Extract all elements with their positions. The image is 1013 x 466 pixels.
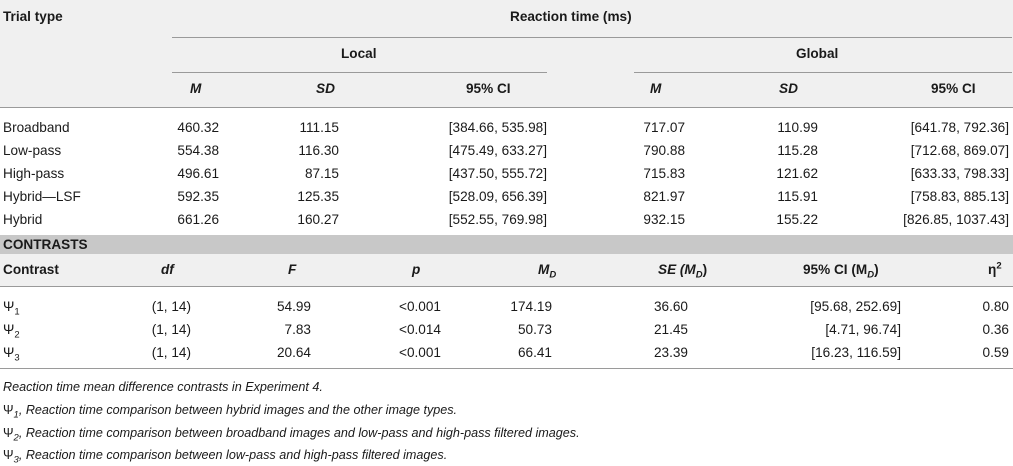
global-ci-cell: [641.78, 792.36] xyxy=(910,120,1009,135)
ci-cell: [4.71, 96.74] xyxy=(825,322,901,337)
contrast-header: Contrast xyxy=(3,262,59,277)
global-sd-cell: 110.99 xyxy=(777,120,818,135)
local-sd-cell: 116.30 xyxy=(298,143,339,158)
df-header: df xyxy=(161,262,174,277)
contrasts-header-rule xyxy=(0,286,1013,287)
local-m-cell: 592.35 xyxy=(177,189,219,204)
md-cell: 50.73 xyxy=(517,322,552,337)
global-m-cell: 717.07 xyxy=(643,120,685,135)
p-cell: <0.001 xyxy=(399,345,441,360)
f-header: F xyxy=(288,262,297,277)
header-bottom-rule xyxy=(0,107,1013,108)
local-ci-cell: [475.49, 633.27] xyxy=(448,143,547,158)
eta-cell: 0.36 xyxy=(982,322,1009,337)
reaction-time-header: Reaction time (ms) xyxy=(510,9,632,24)
trial-type-cell: Low-pass xyxy=(3,143,62,158)
se-cell: 21.45 xyxy=(653,322,688,337)
global-rule xyxy=(634,72,1012,73)
eta-header: $\eta^2$ xyxy=(988,260,1002,277)
md-cell: 174.19 xyxy=(510,299,552,314)
se-header: SE $(M_D)$ xyxy=(658,262,708,281)
p-cell: <0.001 xyxy=(399,299,441,314)
local-ci-cell: [528.09, 656.39] xyxy=(448,189,547,204)
md-header: $M_D$ xyxy=(538,262,557,281)
global-sd-header: SD xyxy=(779,81,798,96)
contrasts-heading: CONTRASTS xyxy=(3,237,88,252)
global-m-cell: 821.97 xyxy=(643,189,685,204)
local-ci-cell: [384.66, 535.98] xyxy=(448,120,547,135)
f-cell: 20.64 xyxy=(276,345,311,360)
local-rule xyxy=(172,72,547,73)
global-ci-cell: [633.33, 798.33] xyxy=(910,166,1009,181)
global-header: Global xyxy=(796,46,839,61)
trial-type-cell: Hybrid—LSF xyxy=(3,189,81,204)
df-cell: (1, 14) xyxy=(151,345,191,360)
local-sd-header: SD xyxy=(316,81,335,96)
global-m-header: M xyxy=(650,81,662,96)
eta-cell: 0.80 xyxy=(982,299,1009,314)
contrasts-band xyxy=(0,235,1013,254)
global-ci-cell: [712.68, 869.07] xyxy=(910,143,1009,158)
local-m-cell: 460.32 xyxy=(177,120,219,135)
table-bottom-rule xyxy=(0,368,1013,369)
footnote-psi3: $\Psi_3$, Reaction time comparison between low-pass and high-pass filtered images. xyxy=(3,448,448,466)
contrast-cell: $\Psi_3$ xyxy=(3,345,20,364)
local-ci-header: 95% CI xyxy=(466,81,511,96)
f-cell: 7.83 xyxy=(284,322,311,337)
eta-cell: 0.59 xyxy=(982,345,1009,360)
global-ci-header: 95% CI xyxy=(931,81,976,96)
p-header: p xyxy=(412,262,421,277)
local-m-header: M xyxy=(190,81,202,96)
ci-md-header: 95% CI $(M_D)$ xyxy=(803,262,879,281)
global-sd-cell: 115.28 xyxy=(777,143,818,158)
p-cell: <0.014 xyxy=(399,322,441,337)
trial-type-header: Trial type xyxy=(3,9,63,24)
local-ci-cell: [437.50, 555.72] xyxy=(448,166,547,181)
local-m-cell: 554.38 xyxy=(177,143,219,158)
ci-cell: [16.23, 116.59] xyxy=(811,345,901,360)
local-sd-cell: 125.35 xyxy=(297,189,339,204)
local-m-cell: 496.61 xyxy=(177,166,219,181)
contrast-cell: $\Psi_2$ xyxy=(3,322,20,341)
local-header: Local xyxy=(341,46,377,61)
local-sd-cell: 111.15 xyxy=(299,120,339,135)
md-cell: 66.41 xyxy=(517,345,552,360)
table-caption: Reaction time mean difference contrasts in Experiment 4. xyxy=(3,380,323,394)
local-sd-cell: 160.27 xyxy=(297,212,339,227)
local-sd-cell: 87.15 xyxy=(304,166,339,181)
global-m-cell: 932.15 xyxy=(643,212,685,227)
ci-cell: [95.68, 252.69] xyxy=(810,299,901,314)
global-ci-cell: [826.85, 1037.43] xyxy=(903,212,1009,227)
df-cell: (1, 14) xyxy=(151,299,191,314)
global-m-cell: 790.88 xyxy=(643,143,685,158)
se-cell: 23.39 xyxy=(653,345,688,360)
df-cell: (1, 14) xyxy=(151,322,191,337)
trial-type-cell: Broadband xyxy=(3,120,70,135)
footnote-psi2: $\Psi_2$, Reaction time comparison between broadband images and low-pass and high-pass filtered images. xyxy=(3,426,580,444)
trial-type-cell: Hybrid xyxy=(3,212,43,227)
f-cell: 54.99 xyxy=(276,299,311,314)
global-ci-cell: [758.83, 885.13] xyxy=(910,189,1009,204)
footnote-psi1: $\Psi_1$, Reaction time comparison between hybrid images and the other image types. xyxy=(3,403,458,421)
se-cell: 36.60 xyxy=(653,299,688,314)
local-ci-cell: [552.55, 769.98] xyxy=(448,212,547,227)
global-m-cell: 715.83 xyxy=(643,166,685,181)
reaction-time-rule xyxy=(172,37,1012,38)
trial-type-cell: High-pass xyxy=(3,166,65,181)
global-sd-cell: 155.22 xyxy=(776,212,818,227)
global-sd-cell: 121.62 xyxy=(776,166,818,181)
local-m-cell: 661.26 xyxy=(177,212,219,227)
global-sd-cell: 115.91 xyxy=(777,189,818,204)
contrast-cell: $\Psi_1$ xyxy=(3,299,20,318)
